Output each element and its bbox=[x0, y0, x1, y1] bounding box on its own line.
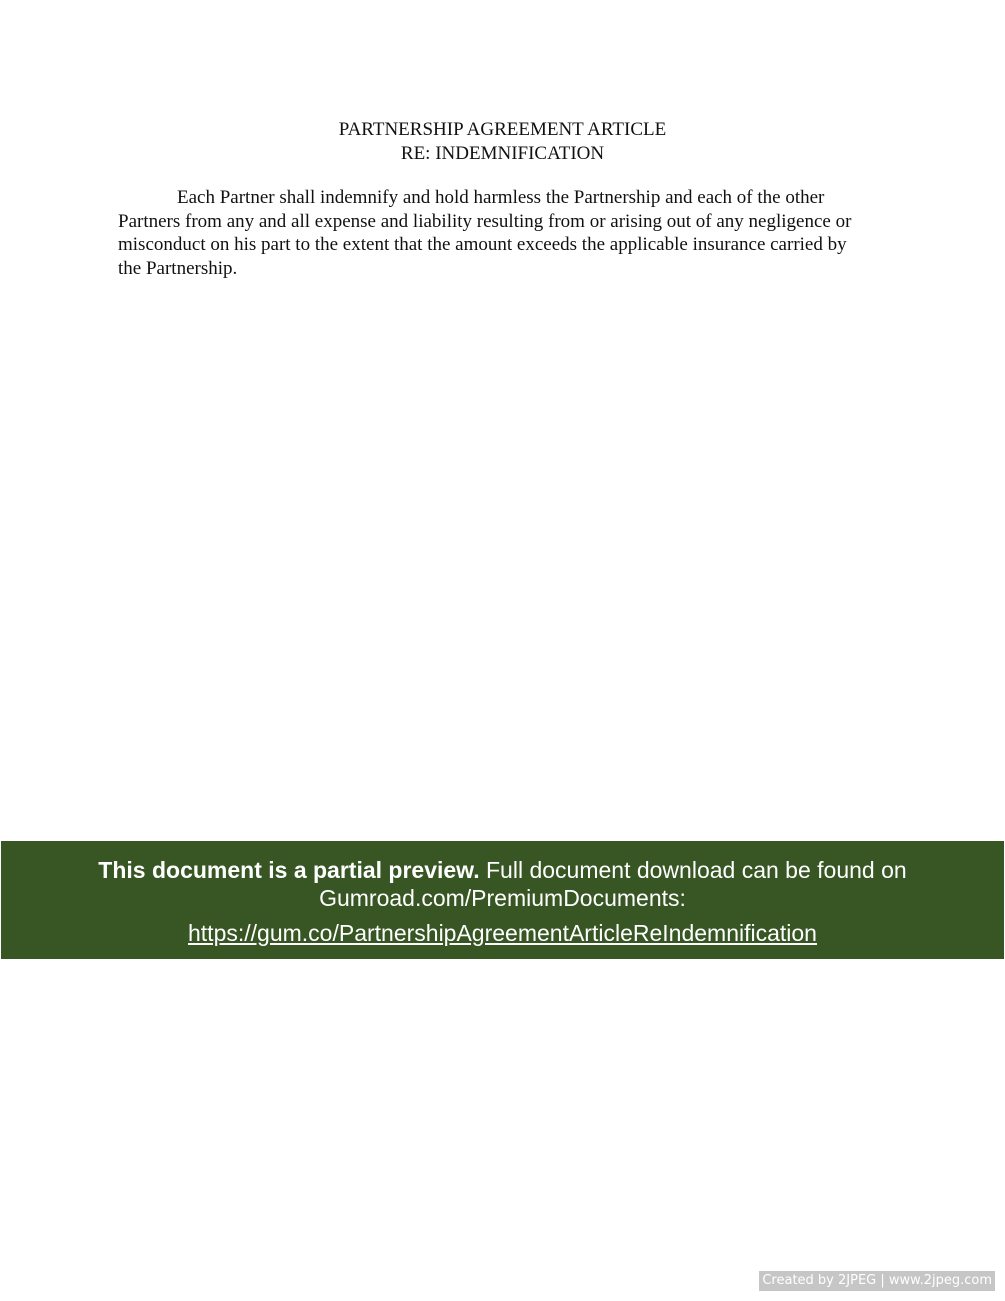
body-line-4: the Partnership. bbox=[118, 257, 238, 279]
watermark-label: Created by 2JPEG | www.2jpeg.com bbox=[759, 1271, 995, 1291]
preview-source: Gumroad.com/PremiumDocuments: bbox=[319, 885, 686, 911]
body-line-3: misconduct on his part to the extent that the amount exceeds the applicable insurance carried by bbox=[118, 234, 847, 255]
document-title bbox=[0, 118, 1005, 166]
preview-notice-regular: Full document download can be found on bbox=[479, 857, 907, 883]
body-line-2: Partners from any and all expense and liability resulting from or arising out of any negligence or bbox=[118, 210, 852, 232]
preview-notice bbox=[1, 857, 1004, 884]
preview-notice-bold: This document is a partial preview. bbox=[98, 857, 480, 883]
download-link[interactable]: https://gum.co/PartnershipAgreementArticleReIndemnification bbox=[188, 920, 817, 946]
body-line-1: Each Partner shall indemnify and hold harmless the Partnership and each of the other bbox=[177, 187, 825, 208]
document-body-paragraph bbox=[118, 186, 888, 280]
title-line-1: PARTNERSHIP AGREEMENT ARTICLE bbox=[338, 119, 667, 140]
title-line-2: RE: INDEMNIFICATION bbox=[400, 143, 605, 164]
preview-banner bbox=[1, 841, 1004, 959]
download-link-row bbox=[1, 919, 1004, 947]
